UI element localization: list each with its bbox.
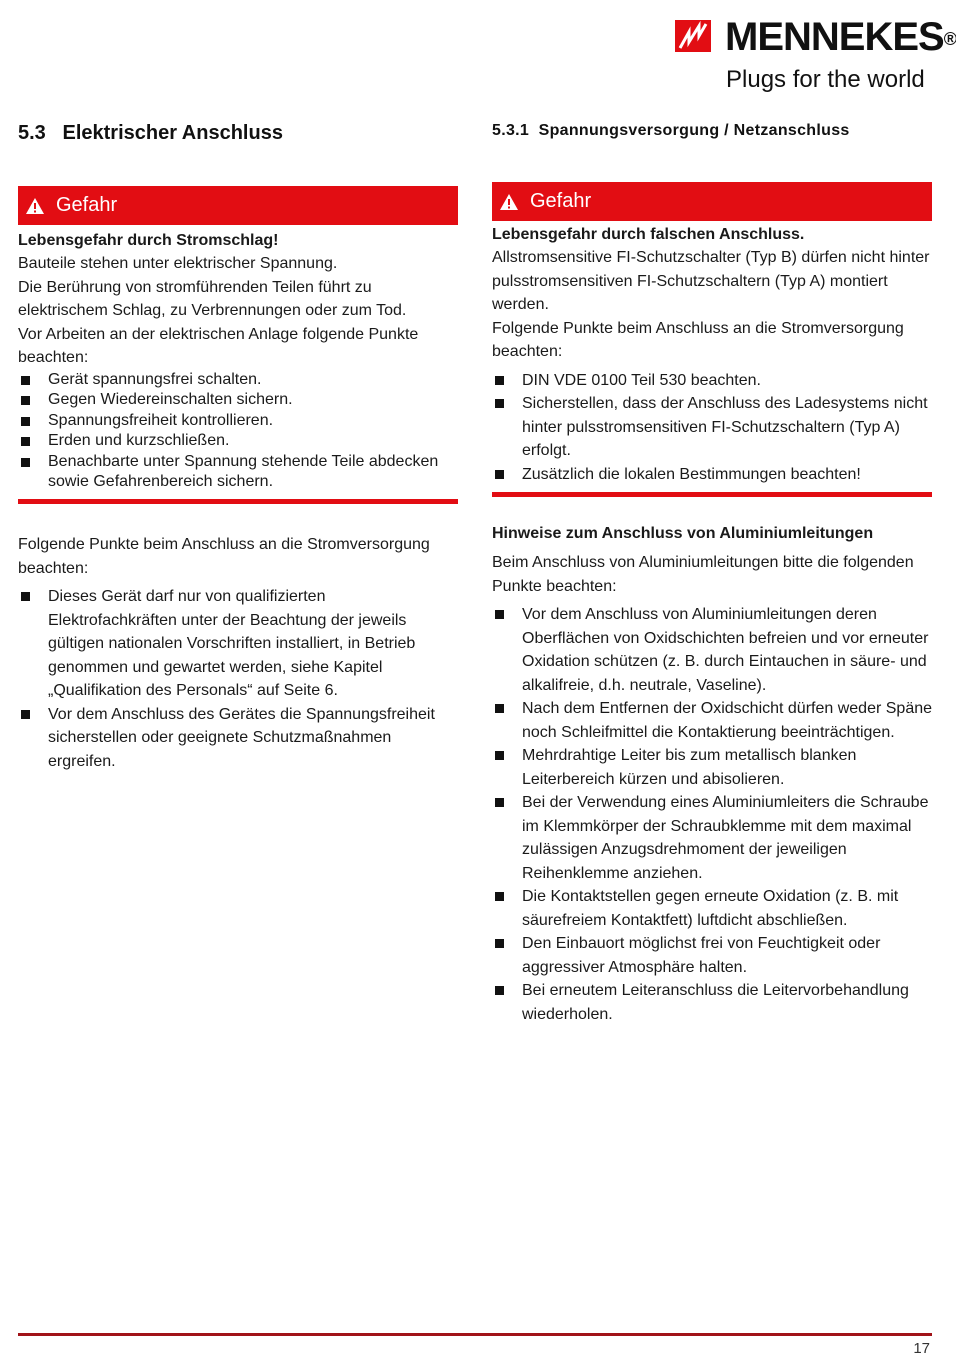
page-number: 17 — [913, 1340, 930, 1357]
danger-label: Gefahr — [56, 194, 118, 216]
list-item: Erden und kurzschließen. — [18, 431, 458, 452]
list-item: Sicherstellen, dass der Anschluss des Ladesystems nicht hinter pulsstromsensitiven FI-Schutzschaltern (Typ A) erfolgt. — [492, 392, 932, 463]
list-item: DIN VDE 0100 Teil 530 beachten. — [492, 369, 932, 393]
warning-icon — [500, 194, 518, 210]
list-item: Mehrdrahtige Leiter bis zum metallisch blanken Leiterbereich kürzen und abisolieren. — [492, 744, 932, 791]
aluminium-intro: Beim Anschluss von Aluminiumleitungen bitte die folgenden Punkte beachten: — [492, 554, 914, 595]
danger-header — [18, 186, 458, 225]
danger-footer-bar — [492, 492, 932, 497]
danger-list — [18, 370, 458, 493]
brand-tagline: Plugs for the world — [726, 66, 925, 93]
list-item: Nach dem Entfernen der Oxidschicht dürfen weder Späne noch Schleifmittel die Kontaktierung beeinträchtigen. — [492, 697, 932, 744]
subsection-number: 5.3.1 — [492, 122, 530, 139]
aluminium-heading: Hinweise zum Anschluss von Aluminiumleitungen — [492, 525, 874, 542]
mennekes-logo-icon — [675, 20, 711, 52]
danger-box-left — [18, 186, 458, 504]
list-item: Die Kontaktstellen gegen erneute Oxidation (z. B. mit säurefreiem Kontaktfett) luftdicht abschließen. — [492, 885, 932, 932]
aluminium-section — [492, 523, 932, 1026]
subsection-heading — [492, 120, 850, 142]
danger-paragraph: Vor Arbeiten an der elektrischen Anlage folgende Punkte beachten: — [18, 325, 419, 366]
list-item: Gerät spannungsfrei schalten. — [18, 370, 458, 391]
section-number: 5.3 — [18, 122, 46, 144]
left-body — [18, 533, 458, 773]
list-item: Spannungsfreiheit kontrollieren. — [18, 411, 458, 432]
danger-paragraph: Folgende Punkte beim Anschluss an die Stromversorgung beachten: — [492, 319, 904, 360]
footer-divider — [18, 1333, 932, 1336]
list-item: Vor dem Anschluss des Gerätes die Spannungsfreiheit sicherstellen oder geeignete Schutzmaßnahmen ergreifen. — [18, 703, 458, 774]
subsection-title: Spannungsversorgung / Netzanschluss — [538, 122, 850, 139]
section-title: Elektrischer Anschluss — [62, 122, 283, 144]
aluminium-list — [492, 603, 932, 1026]
requirements-list — [18, 585, 458, 773]
danger-label: Gefahr — [530, 190, 592, 212]
intro-text: Folgende Punkte beim Anschluss an die Stromversorgung beachten: — [18, 536, 430, 577]
danger-box-right — [492, 182, 932, 497]
list-item: Bei der Verwendung eines Aluminiumleiters die Schraube im Klemmkörper der Schraubklemme mit dem maximal zulässigen Anzugsdrehmoment der jeweiligen Reihenklemme anziehen. — [492, 791, 932, 885]
danger-heading: Lebensgefahr durch Stromschlag! — [18, 232, 279, 249]
danger-header — [492, 182, 932, 221]
danger-paragraph: Allstromsensitive FI-Schutzschalter (Typ B) dürfen nicht hinter pulsstromsensitiven FI-Schutzschaltern (Typ A) montiert werden. — [492, 249, 930, 313]
section-heading — [18, 120, 283, 146]
list-item: Bei erneutem Leiteranschluss die Leitervorbehandlung wiederholen. — [492, 979, 932, 1026]
list-item: Zusätzlich die lokalen Bestimmungen beachten! — [492, 463, 932, 487]
list-item: Dieses Gerät darf nur von qualifizierten Elektrofachkräften unter der Beachtung der jeweils gültigen nationalen Vorschriften installiert, in Betrieb genommen und gewartet werden, siehe Kapitel „Qualifikation des Personals“ auf Seite 6. — [18, 585, 458, 703]
list-item: Den Einbauort möglichst frei von Feuchtigkeit oder aggressiver Atmosphäre halten. — [492, 932, 932, 979]
list-item: Gegen Wiedereinschalten sichern. — [18, 390, 458, 411]
list-item: Vor dem Anschluss von Aluminiumleitungen deren Oberflächen von Oxidschichten befreien und vor erneuter Oxidation schützen (z. B. durch Eintauchen in säure- und alkalifreie, d.h. neutrale, Vaseline). — [492, 603, 932, 697]
warning-icon — [26, 198, 44, 214]
danger-paragraph: Die Berührung von stromführenden Teilen führt zu elektrischem Schlag, zu Verbrennungen oder zum Tod. — [18, 278, 407, 319]
danger-footer-bar — [18, 499, 458, 504]
danger-heading: Lebensgefahr durch falschen Anschluss. — [492, 226, 805, 243]
brand-name: MENNEKES® — [725, 15, 956, 59]
list-item: Benachbarte unter Spannung stehende Teile abdecken sowie Gefahrenbereich sichern. — [18, 452, 458, 493]
danger-list — [492, 369, 932, 487]
danger-paragraph: Bauteile stehen unter elektrischer Spannung. — [18, 255, 338, 272]
